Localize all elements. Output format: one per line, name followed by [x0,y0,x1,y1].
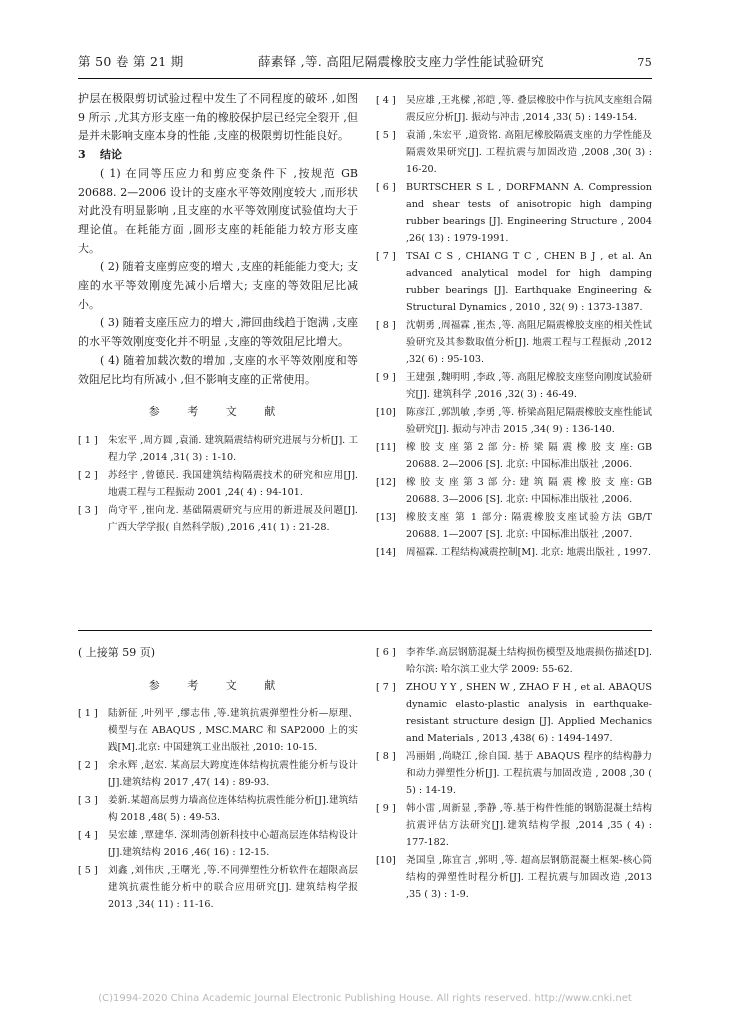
right-bottom-column [376,644,652,904]
reference-item: [ 4 ] 吴宏雄 ,覃建华. 深圳湾创新科技中心超高层连体结构设计[J].建筑结构 2016 ,46( 16) : 12-15. [78,830,358,859]
section-heading [78,146,358,165]
copyright-footer: (C)1994-2020 China Academic Journal Electronic Publishing House. All rights reserved. http://www.cnki.net [98,993,632,1004]
reference-item: [13] 橡胶支座 第 1 部分: 隔震橡胶支座试验方法 GB/T 20688. 1—2007 [S]. 北京: 中国标准出版社 ,2007. [376,512,652,540]
conclusion-4: ( 4) 随着加载次数的增加 ,支座的水平等效刚度和等效阻尼比均有所减小 ,但不影响支座的正常使用。 [78,353,358,386]
reference-item: [ 3 ] 尚守平 ,崔向龙. 基础隔震研究与应用的新进展及问题[J]. 广西大学学报( 自然科学版) ,2016 ,41( 1) : 21-28. [78,504,358,533]
reference-item: [ 9 ] 王建强 ,魏明明 ,李政 ,等. 高阻尼橡胶支座竖向刚度试验研究[J]. 建筑科学 ,2016 ,32( 3) : 46-49. [376,372,652,400]
left-bottom-column [78,644,358,914]
reference-item: [10] 尧国皇 ,陈宜言 ,郭明 ,等. 超高层钢筋混凝土框架-核心筒结构的弹塑性时程分析[J]. 工程抗震与加固改造 ,2013 ,35 ( 3) : 1-9. [376,855,652,900]
continuation-note: ( 上接第 59 页) [78,646,156,659]
reference-item: [ 7 ] TSAI C S , CHIANG T C , CHEN B J , et al. An advanced analytical model for high damping rubber bearings [J]. Earthquake Engineering & Structural Dynamics , 2010 , 32( 9) : 1373-1387. [376,251,652,313]
reference-item: [11] 橡 胶 支 座 第 2 部 分: 桥 梁 隔 震 橡 胶 支 座: GB 20688. 2—2006 [S]. 北京: 中国标准出版社 ,2006. [376,442,652,470]
intro-paragraph: 护层在极限剪切试验过程中发生了不同程度的破坏 ,如图 9 所示 ,尤其方形支座一角的橡胶保护层已经完全裂开 ,但是并未影响支座本身的性能 ,支座的极限剪切性能良好。 [78,92,358,143]
reference-item: [ 1 ] 陆新征 ,叶列平 ,缪志伟 ,等.建筑抗震弹塑性分析—原理、模型与在 ABAQUS , MSC.MARC 和 SAP2000 上的实践[M].北京: 中国建筑工业出版社 ,2010: 10-15. [78,708,358,754]
reference-item: [ 7 ] ZHOU Y Y , SHEN W , ZHAO F H , et al. ABAQUS dynamic elasto-plastic analysis in earthquake- resistant structure design [J]. Applied Mechanics and Materials , 2013 ,438( 6) : 1494-1497. [376,682,652,744]
right-top-column [376,92,652,562]
section-title: 结论 [100,148,122,162]
volume-issue: 第 50 卷 第 21 期 [78,54,184,69]
page-number: 75 [637,56,652,69]
conclusion-1: ( 1) 在同等压应力和剪应变条件下 ,按规范 GB 20688. 2—2006 设计的支座水平等效刚度较大 ,而形状对此没有明显影响 ,且支座的水平等效刚度试验值均大于理论值。在耗能方面 ,圆形支座的耗能能力较方形支座大。 [78,166,358,255]
article-title-header: 薛素铎 ,等. 高阻尼隔震橡胶支座力学性能试验研究 [258,54,544,69]
reference-item: [ 8 ] 沈朝勇 ,周福霖 ,崔杰 ,等. 高阻尼隔震橡胶支座的相关性试验研究及其参数取值分析[J]. 地震工程与工程振动 ,2012 ,32( 6) : 95-103. [376,320,652,365]
reference-item: [ 3 ] 姜新.某超高层剪力墙高位连体结构抗震性能分析[J].建筑结构 2018 ,48( 5) : 49-53. [78,795,358,824]
references-heading-2: 参 考 文 献 [148,678,288,692]
reference-item: [ 8 ] 冯丽娟 ,尚晓江 ,徐自国. 基于 ABAQUS 程序的结构静力和动力弹塑性分析[J]. 工程抗震与加固改造 , 2008 ,30 ( 5) : 14-19. [376,751,652,796]
reference-item: [10] 陈彦江 ,郭凯敏 ,李勇 ,等. 桥梁高阻尼隔震橡胶支座性能试验研究[J]. 振动与冲击 2015 ,34( 9) : 136-140. [376,407,652,435]
reference-item: [ 1 ] 朱宏平 ,周方圆 ,袁涌. 建筑隔震结构研究进展与分析[J]. 工程力学 ,2014 ,31( 3) : 1-10. [78,434,358,463]
reference-item: [ 6 ] BURTSCHER S L , DORFMANN A. Compression and shear tests of anisotropic high damping rubber bearings [J]. Engineering Structure , 2004 ,26( 13) : 1979-1991. [376,182,652,244]
reference-item: [ 5 ] 袁涌 ,朱宏平 ,道资铭. 高阻尼橡胶隔震支座的力学性能及隔震效果研究[J]. 工程抗震与加固改造 ,2008 ,30( 3) : 16-20. [376,130,652,175]
references-heading: 参 考 文 献 [148,405,288,419]
reference-item: [ 2 ] 余永辉 ,赵宏. 某高层大跨度连体结构抗震性能分析与设计[J].建筑结构 2017 ,47( 14) : 89-93. [78,760,358,789]
reference-item: [14] 周福霖. 工程结构减震控制[M]. 北京: 地震出版社 , 1997. [376,547,652,558]
reference-item: [ 4 ] 吴应雄 ,王兆樑 ,祁皑 ,等. 叠层橡胶中作与抗风支座组合隔震反应分析[J]. 振动与冲击 ,2014 ,33( 5) : 149-154. [376,95,652,123]
conclusion-2: ( 2) 随着支座剪应变的增大 ,支座的耗能能力变大; 支座的水平等效刚度先减小后增大; 支座的等效阻尼比减小。 [78,260,358,311]
section-number: 3 [78,148,86,162]
left-top-column [78,90,358,537]
reference-item: [ 6 ] 李祚华.高层钢筋混凝土结构损伤模型及地震损伤描述[D]. 哈尔滨: 哈尔滨工业大学 2009: 55-62. [376,647,652,675]
section-divider [78,630,652,631]
reference-item: [ 5 ] 刘鑫 ,刘伟庆 ,王曙光 ,等.不同弹塑性分析软件在超限高层建筑抗震性能分析中的联合应用研究[J]. 建筑结构学报 2013 ,34( 11) : 11-16. [78,865,358,911]
reference-item: [ 2 ] 苏经宇 ,曾德民. 我国建筑结构隔震技术的研究和应用[J]. 地震工程与工程振动 2001 ,24( 4) : 94-101. [78,469,358,498]
running-header [78,48,652,70]
header-rule [78,78,652,79]
conclusion-3: ( 3) 随着支座压应力的增大 ,滞回曲线趋于饱满 ,支座的水平等效刚度变化并不明显 ,支座的等效阻尼比增大。 [78,316,358,349]
reference-item: [12] 橡 胶 支 座 第 3 部 分: 建 筑 隔 震 橡 胶 支 座: GB 20688. 3—2006 [S]. 北京: 中国标准出版社 ,2006. [376,477,652,505]
reference-item: [ 9 ] 韩小雷 ,周新显 ,季静 ,等.基于构件性能的钢筋混凝土结构抗震评估方法研究[J].建筑结构学报 ,2014 ,35 ( 4) : 177-182. [376,803,652,848]
